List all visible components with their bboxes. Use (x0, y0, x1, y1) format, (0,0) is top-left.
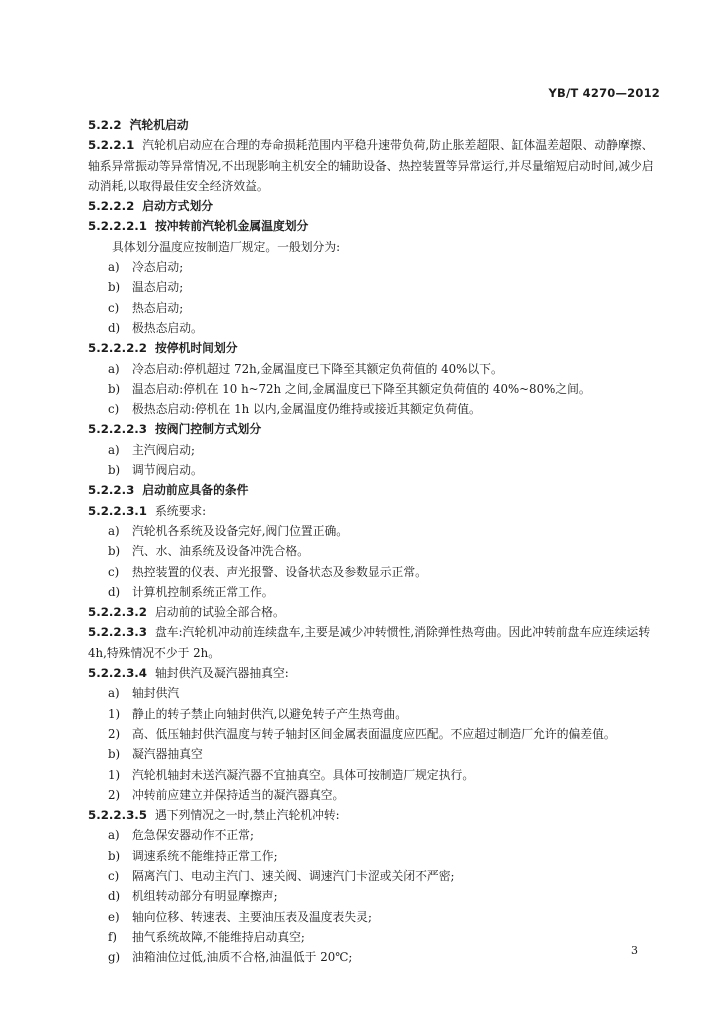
list-item (88, 704, 660, 724)
clause-number: 5.2.2.2.2 (88, 341, 147, 356)
list-item (88, 298, 660, 318)
list-marker: 2) (108, 787, 121, 802)
list-item-text: 热控装置的仪表、声光报警、设备状态及参数显示正常。 (132, 564, 427, 579)
list-item-text: 温态启动; (132, 280, 184, 295)
list-item (88, 825, 660, 845)
document-body (88, 115, 660, 967)
list-marker: c) (108, 564, 120, 579)
list-item (88, 947, 660, 967)
list-item (88, 785, 660, 805)
clause-text: 汽轮机启动应在合理的寿命损耗范围内平稳升速带负荷,防止胀差超限、缸体温差超限、动静摩擦、轴系异常振动等异常情况,不出现影响主机安全的辅助设备、热控装置等异常运行,并尽量缩短启动时间,减少启动消耗,以取得最佳安全经济效益。 (88, 138, 654, 193)
list-marker: c) (108, 402, 120, 417)
list-item-text: 极热态启动:停机在 1h 以内,金属温度仍维持或接近其额定负荷值。 (132, 402, 481, 417)
clause-text: 启动前的试验全部合格。 (154, 605, 285, 620)
list-marker: e) (108, 909, 120, 924)
list-marker: g) (108, 950, 121, 965)
list-marker: f) (108, 929, 117, 944)
list-item-text: 汽轮机各系统及设备完好,阀门位置正确。 (132, 523, 349, 538)
clause-paragraph (88, 805, 660, 825)
list-marker: b) (108, 747, 121, 762)
clause-paragraph (88, 135, 660, 196)
clause-number: 5.2.2.3.2 (88, 605, 147, 620)
list-marker: a) (108, 260, 120, 275)
clause-number: 5.2.2.3.4 (88, 666, 147, 681)
clause-number: 5.2.2.2.3 (88, 422, 147, 437)
clause-text: 遇下列情况之一时,禁止汽轮机冲转: (154, 808, 340, 823)
list-item-text: 极热态启动。 (132, 320, 203, 335)
list-item-text: 危急保安器动作不正常; (132, 828, 254, 843)
list-item-text: 汽轮机轴封未送汽凝汽器不宜抽真空。具体可按制造厂规定执行。 (132, 767, 475, 782)
section-heading (88, 480, 660, 500)
clause-number: 5.2.2.3.1 (88, 503, 147, 518)
clause-text: 启动方式划分 (142, 199, 214, 214)
clause-text: 按阀门控制方式划分 (154, 422, 262, 437)
list-marker: a) (108, 686, 120, 701)
list-item (88, 318, 660, 338)
list-item (88, 359, 660, 379)
clause-text: 按停机时间划分 (154, 341, 238, 356)
document-code: YB/T 4270—2012 (548, 86, 660, 100)
clause-number: 5.2.2 (88, 118, 122, 132)
clause-paragraph (88, 622, 660, 663)
list-item-text: 主汽阀启动; (132, 442, 195, 457)
clause-text: 盘车:汽轮机冲动前连续盘车,主要是减少冲转惯性,消除弹性热弯曲。因此冲转前盘车应连续运转 4h,特殊情况不少于 2h。 (88, 625, 651, 660)
list-item-text: 冲转前应建立并保持适当的凝汽器真空。 (132, 787, 345, 802)
clause-number: 5.2.2.2.1 (88, 219, 147, 234)
clause-paragraph (88, 602, 660, 622)
list-marker: b) (108, 544, 121, 559)
list-item-text: 热态启动; (132, 300, 184, 315)
clause-text: 系统要求: (154, 503, 207, 518)
list-marker: d) (108, 320, 121, 335)
body-text (88, 237, 660, 257)
clause-text: 轴封供汽及凝汽器抽真空: (154, 666, 289, 681)
list-item (88, 886, 660, 906)
list-marker: 1) (108, 706, 121, 721)
list-marker: a) (108, 523, 120, 538)
list-item (88, 562, 660, 582)
list-item (88, 277, 660, 297)
list-item (88, 907, 660, 927)
list-marker: c) (108, 868, 120, 883)
list-item (88, 541, 660, 561)
clause-number: 5.2.2.3.3 (88, 625, 147, 640)
list-item-text: 油箱油位过低,油质不合格,油温低于 20℃; (132, 950, 353, 965)
list-item-text: 抽气系统故障,不能维持启动真空; (132, 929, 305, 944)
section-heading (88, 216, 660, 236)
list-marker: a) (108, 442, 120, 457)
list-marker: d) (108, 584, 121, 599)
list-marker: d) (108, 889, 121, 904)
list-marker: b) (108, 848, 121, 863)
list-item-text: 机组转动部分有明显摩擦声; (132, 889, 278, 904)
list-item (88, 399, 660, 419)
list-item (88, 460, 660, 480)
body-text-content: 具体划分温度应按制造厂规定。一般划分为: (112, 239, 341, 254)
list-marker: a) (108, 361, 120, 376)
list-marker: b) (108, 381, 121, 396)
list-item-text: 调速系统不能维持正常工作; (132, 848, 278, 863)
list-item (88, 744, 660, 764)
list-item-text: 冷态启动:停机超过 72h,金属温度已下降至其额定负荷值的 40%以下。 (132, 361, 503, 376)
list-item-text: 计算机控制系统正常工作。 (132, 584, 274, 599)
list-item (88, 846, 660, 866)
clause-text: 按冲转前汽轮机金属温度划分 (154, 219, 309, 234)
list-marker: 2) (108, 726, 121, 741)
list-marker: a) (108, 828, 120, 843)
clause-text: 启动前应具备的条件 (142, 483, 249, 498)
list-item (88, 866, 660, 886)
list-item (88, 521, 660, 541)
list-item (88, 765, 660, 785)
list-item (88, 379, 660, 399)
list-item (88, 724, 660, 744)
list-item (88, 927, 660, 947)
section-heading (88, 115, 660, 135)
list-marker: b) (108, 280, 121, 295)
section-heading (88, 419, 660, 439)
list-item-text: 静止的转子禁止向轴封供汽,以避免转子产生热弯曲。 (132, 706, 408, 721)
clause-number: 5.2.2.2 (88, 199, 135, 214)
clause-number: 5.2.2.1 (88, 138, 135, 153)
clause-number: 5.2.2.3.5 (88, 808, 147, 823)
list-item (88, 582, 660, 602)
list-item-text: 冷态启动; (132, 260, 184, 275)
list-item-text: 高、低压轴封供汽温度与转子轴封区间金属表面温度应匹配。不应超过制造厂允许的偏差值。 (132, 726, 616, 741)
page-number: 3 (631, 944, 638, 957)
section-heading (88, 338, 660, 358)
clause-paragraph (88, 663, 660, 683)
list-marker: b) (108, 463, 121, 478)
list-item-text: 凝汽器抽真空 (132, 747, 203, 762)
list-item (88, 440, 660, 460)
list-item-text: 调节阀启动。 (132, 463, 203, 478)
clause-number: 5.2.2.3 (88, 483, 135, 498)
list-marker: c) (108, 300, 120, 315)
list-item-text: 汽、水、油系统及设备冲洗合格。 (132, 544, 309, 559)
section-heading (88, 196, 660, 216)
list-item-text: 隔离汽门、电动主汽门、速关阀、调速汽门卡涩或关闭不严密; (132, 868, 455, 883)
list-item (88, 257, 660, 277)
list-item-text: 轴封供汽 (132, 686, 180, 701)
list-item-text: 温态启动:停机在 10 h~72h 之间,金属温度已下降至其额定负荷值的 40%~80%之间。 (132, 381, 591, 396)
clause-paragraph (88, 501, 660, 521)
clause-text: 汽轮机启动 (129, 118, 189, 132)
list-item (88, 683, 660, 703)
list-item-text: 轴向位移、转速表、主要油压表及温度表失灵; (132, 909, 372, 924)
list-marker: 1) (108, 767, 121, 782)
